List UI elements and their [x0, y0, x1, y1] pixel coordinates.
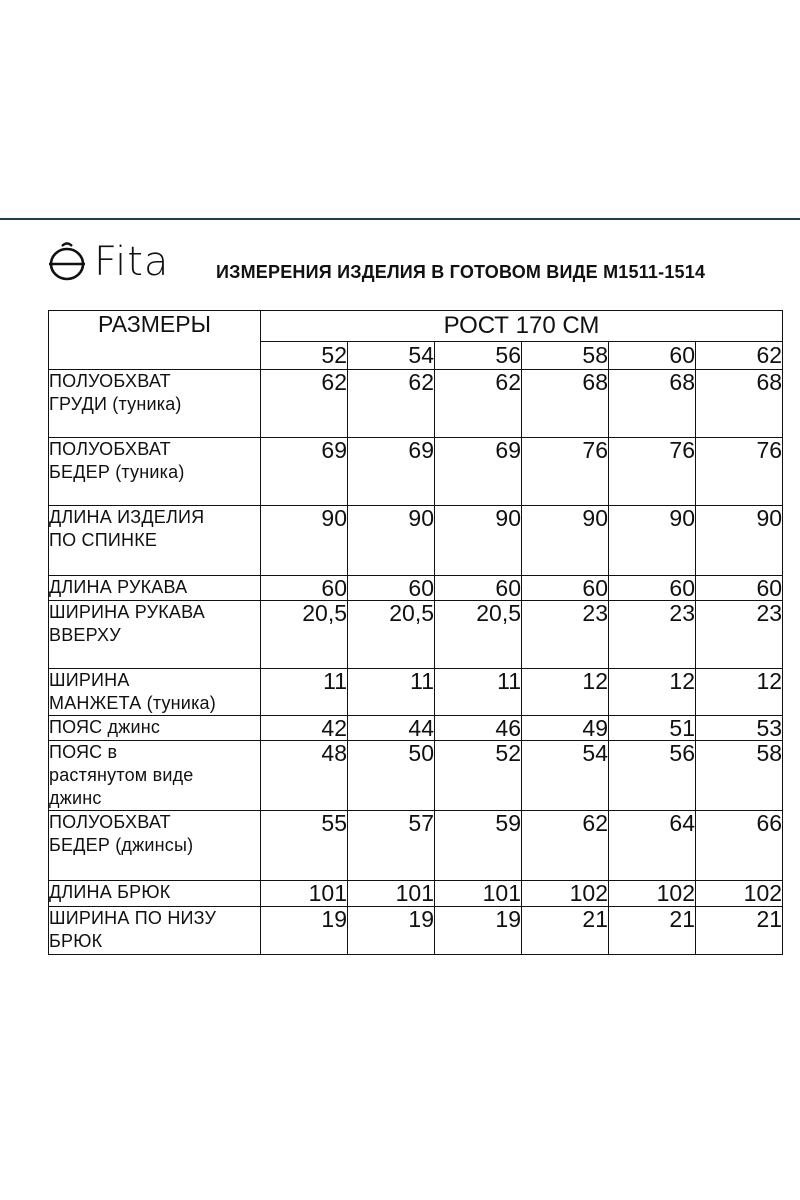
measurement-value: 44 — [348, 716, 435, 741]
measurement-label-line: ШИРИНА — [49, 670, 130, 690]
measurement-value: 23 — [696, 601, 783, 669]
measurement-label — [49, 907, 261, 955]
table-row — [49, 601, 783, 669]
measurement-value: 90 — [609, 506, 696, 576]
table-row — [49, 741, 783, 811]
measurement-value: 51 — [609, 716, 696, 741]
measurement-value: 76 — [522, 438, 609, 506]
measurement-value: 62 — [522, 811, 609, 881]
table-row — [49, 881, 783, 907]
measurement-value: 11 — [261, 669, 348, 716]
table-row — [49, 669, 783, 716]
measurement-value: 76 — [696, 438, 783, 506]
size-column-header: 58 — [522, 342, 609, 370]
measurement-label-line: ШИРИНА РУКАВА — [49, 602, 205, 622]
measurement-value: 12 — [522, 669, 609, 716]
measurement-value: 68 — [522, 370, 609, 438]
measurement-rows — [49, 370, 783, 955]
measurement-label — [49, 576, 261, 601]
measurement-value: 11 — [435, 669, 522, 716]
measurement-label — [49, 716, 261, 741]
measurement-label-line: ПОЛУОБХВАТ — [49, 812, 171, 832]
table-row — [49, 370, 783, 438]
measurement-label — [49, 741, 261, 811]
measurement-value: 20,5 — [348, 601, 435, 669]
measurement-label — [49, 811, 261, 881]
measurement-label-line: джинс — [49, 788, 102, 808]
measurement-value: 46 — [435, 716, 522, 741]
measurement-value: 52 — [435, 741, 522, 811]
fita-logo-icon — [48, 242, 86, 282]
measurement-value: 90 — [348, 506, 435, 576]
measurement-value: 62 — [348, 370, 435, 438]
measurement-label-line: ПОЛУОБХВАТ — [49, 371, 171, 391]
measurement-value: 12 — [609, 669, 696, 716]
size-column-header: 54 — [348, 342, 435, 370]
measurement-label-line: ПОЯС джинс — [49, 717, 161, 737]
size-column-header: 60 — [609, 342, 696, 370]
brand-logo — [48, 240, 169, 284]
measurement-value: 19 — [261, 907, 348, 955]
table-row — [49, 716, 783, 741]
measurement-label-line: МАНЖЕТА (туника) — [49, 693, 216, 713]
measurement-label-line: БЕДЕР (джинсы) — [49, 835, 194, 855]
measurement-value: 59 — [435, 811, 522, 881]
measurement-label-line: ДЛИНА ИЗДЕЛИЯ — [49, 507, 205, 527]
measurement-value: 68 — [609, 370, 696, 438]
measurement-value: 21 — [522, 907, 609, 955]
measurement-value: 23 — [609, 601, 696, 669]
measurement-value: 56 — [609, 741, 696, 811]
measurement-value: 64 — [609, 811, 696, 881]
measurement-label — [49, 370, 261, 438]
table-row — [49, 506, 783, 576]
measurement-value: 101 — [261, 881, 348, 907]
measurement-label-line: ПОЛУОБХВАТ — [49, 439, 171, 459]
measurement-value: 20,5 — [261, 601, 348, 669]
size-column-header: 56 — [435, 342, 522, 370]
measurement-value: 57 — [348, 811, 435, 881]
size-column-header: 62 — [696, 342, 783, 370]
measurement-value: 69 — [435, 438, 522, 506]
table-row — [49, 438, 783, 506]
measurement-label-line: ДЛИНА БРЮК — [49, 882, 171, 902]
measurement-label-line: ВВЕРХУ — [49, 625, 121, 645]
measurement-value: 90 — [435, 506, 522, 576]
measurement-value: 90 — [522, 506, 609, 576]
measurement-value: 102 — [696, 881, 783, 907]
measurement-value: 58 — [696, 741, 783, 811]
measurement-value: 60 — [261, 576, 348, 601]
measurement-value: 23 — [522, 601, 609, 669]
table-row — [49, 907, 783, 955]
measurement-value: 66 — [696, 811, 783, 881]
measurement-value: 76 — [609, 438, 696, 506]
measurement-value: 12 — [696, 669, 783, 716]
measurement-label — [49, 506, 261, 576]
measurement-value: 62 — [261, 370, 348, 438]
measurement-value: 102 — [522, 881, 609, 907]
table-row — [49, 576, 783, 601]
measurement-value: 68 — [696, 370, 783, 438]
measurement-label-line: ПО СПИНКЕ — [49, 530, 158, 550]
measurement-label-line: ПОЯС в — [49, 742, 118, 762]
measurement-label — [49, 601, 261, 669]
measurement-label-line: растянутом виде — [49, 765, 194, 785]
height-header: РОСТ 170 СМ — [261, 311, 783, 342]
measurement-value: 20,5 — [435, 601, 522, 669]
measurement-value: 49 — [522, 716, 609, 741]
measurement-value: 55 — [261, 811, 348, 881]
sizes-header: РАЗМЕРЫ — [49, 311, 261, 370]
measurement-value: 54 — [522, 741, 609, 811]
measurement-value: 11 — [348, 669, 435, 716]
measurement-value: 21 — [696, 907, 783, 955]
measurement-label-line: ДЛИНА РУКАВА — [49, 577, 188, 597]
measurement-value: 60 — [609, 576, 696, 601]
measurement-value: 102 — [609, 881, 696, 907]
header-divider — [0, 218, 800, 220]
measurement-value: 90 — [696, 506, 783, 576]
measurement-value: 101 — [435, 881, 522, 907]
measurement-value: 60 — [522, 576, 609, 601]
measurement-value: 53 — [696, 716, 783, 741]
brand-name: Fita — [94, 239, 170, 285]
measurement-label — [49, 669, 261, 716]
measurement-value: 19 — [348, 907, 435, 955]
measurement-value: 62 — [435, 370, 522, 438]
measurement-value: 60 — [348, 576, 435, 601]
measurement-label-line: ГРУДИ (туника) — [49, 394, 182, 414]
measurement-value: 19 — [435, 907, 522, 955]
measurement-value: 69 — [348, 438, 435, 506]
size-chart-table — [48, 310, 783, 955]
measurement-label — [49, 438, 261, 506]
measurement-value: 42 — [261, 716, 348, 741]
measurement-value: 60 — [696, 576, 783, 601]
measurement-value: 60 — [435, 576, 522, 601]
measurement-value: 50 — [348, 741, 435, 811]
measurement-value: 48 — [261, 741, 348, 811]
measurement-label-line: БРЮК — [49, 931, 103, 951]
measurement-label-line: БЕДЕР (туника) — [49, 462, 185, 482]
document-title: ИЗМЕРЕНИЯ ИЗДЕЛИЯ В ГОТОВОМ ВИДЕ М1511-1514 — [216, 262, 706, 282]
measurement-value: 69 — [261, 438, 348, 506]
measurement-value: 90 — [261, 506, 348, 576]
measurement-value: 21 — [609, 907, 696, 955]
measurement-label-line: ШИРИНА ПО НИЗУ — [49, 908, 217, 928]
measurement-label — [49, 881, 261, 907]
table-row — [49, 811, 783, 881]
size-column-header: 52 — [261, 342, 348, 370]
measurement-value: 101 — [348, 881, 435, 907]
